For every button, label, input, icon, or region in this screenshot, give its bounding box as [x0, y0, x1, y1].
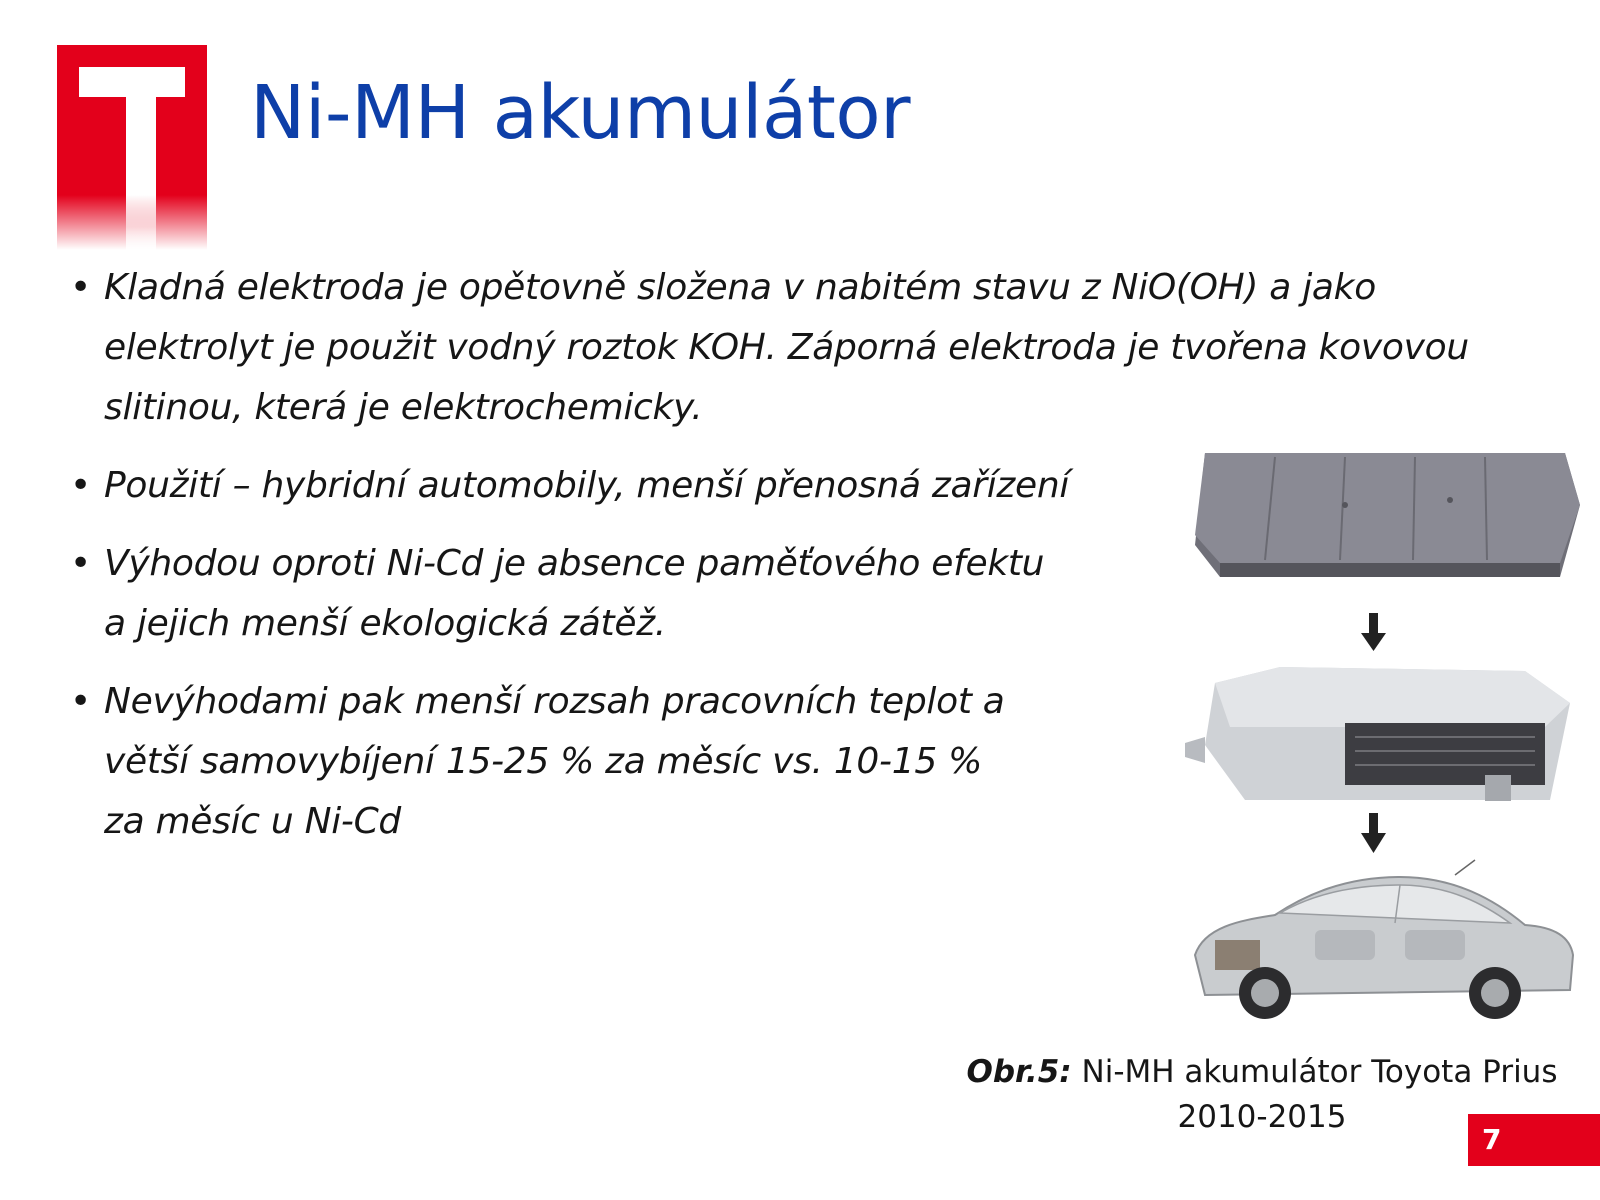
bullet-text: Nevýhodami pak menší rozsah pracovních teplot a větší samovybíjení 15-25 % za měsíc vs. 10-15 % za měsíc u Ni-Cd	[104, 681, 1005, 842]
caption-label: Obr.5:	[966, 1054, 1072, 1090]
down-arrow-icon	[1361, 813, 1386, 853]
bullet-dot: •	[70, 543, 91, 584]
bullet-text: Výhodou oproti Ni-Cd je absence paměťového efektu a jejich menší ekologická zátěž.	[104, 543, 1045, 644]
slide-title: Ni-MH akumulátor	[250, 70, 911, 156]
down-arrow-icon	[1361, 613, 1386, 651]
bullet-text: Použití – hybridní automobily, menší přenosná zařízení	[104, 465, 1070, 506]
battery-figure	[1185, 445, 1590, 1045]
bullet-dot: •	[70, 681, 91, 722]
car-cutaway-image	[1195, 860, 1573, 1019]
battery-cover-image	[1195, 453, 1580, 577]
bullet-text: Kladná elektroda je opětovně složena v nabitém stavu z NiO(OH) a jako elektrolyt je použit vodný roztok KOH. Záporná elektroda je tvořena kovovou slitinou, která je elektrochemicky.	[104, 267, 1469, 428]
bullet-dot: •	[70, 267, 91, 308]
bullet-dot: •	[70, 465, 91, 506]
caption-line1: Ni-MH akumulátor Toyota Prius	[1071, 1054, 1558, 1090]
bullet-item	[70, 534, 1054, 654]
caption-line2: 2010-2015	[1177, 1099, 1347, 1135]
bullet-item	[70, 672, 1024, 852]
battery-pack-image	[1185, 667, 1570, 801]
page-number: 7	[1468, 1114, 1600, 1166]
bullet-item	[70, 258, 1524, 438]
logo-t-stem	[126, 67, 156, 250]
bullet-item	[70, 456, 1254, 516]
battery-figure-svg	[1185, 445, 1590, 1045]
university-logo-icon	[57, 45, 207, 250]
